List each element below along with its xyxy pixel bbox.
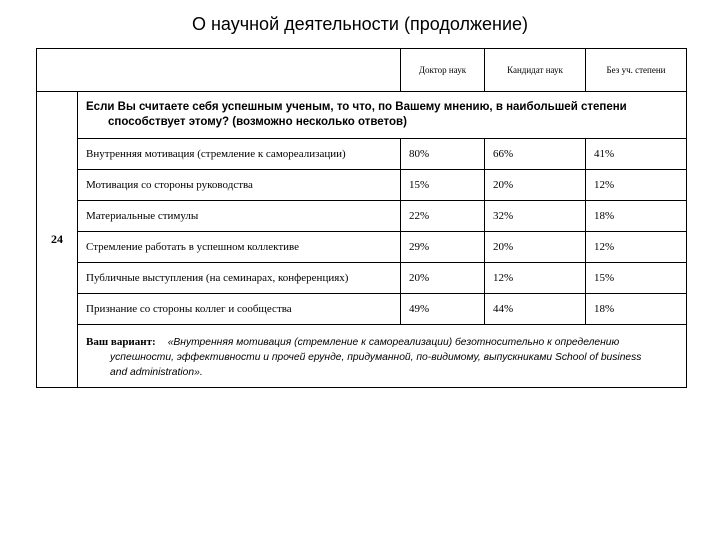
question-text-line1: Если Вы считаете себя успешным ученым, то что, по Вашему мнению, в наибольшей степени — [86, 101, 627, 113]
value-no-degree: 18% — [586, 294, 687, 325]
column-header-candidate: Кандидат наук — [485, 49, 586, 92]
row-label: Признание со стороны коллег и сообщества — [78, 294, 401, 325]
question-text-line2: способствует этому? (возможно несколько ответов) — [108, 116, 407, 128]
value-no-degree: 12% — [586, 232, 687, 263]
value-candidate: 32% — [485, 201, 586, 232]
value-doctor: 80% — [401, 139, 485, 170]
row-label: Стремление работать в успешном коллективе — [78, 232, 401, 263]
survey-table — [36, 48, 687, 388]
row-label: Материальные стимулы — [78, 201, 401, 232]
row-label: Мотивация со стороны руководства — [78, 170, 401, 201]
note-cell — [78, 325, 687, 388]
table-row — [37, 139, 687, 170]
note-label: Ваш вариант: — [86, 335, 156, 348]
column-header-doctor: Доктор наук — [401, 49, 485, 92]
table-row — [37, 232, 687, 263]
row-label: Публичные выступления (на семинарах, конференциях) — [78, 263, 401, 294]
value-doctor: 22% — [401, 201, 485, 232]
row-label: Внутренняя мотивация (стремление к самореализации) — [78, 139, 401, 170]
value-doctor: 20% — [401, 263, 485, 294]
header-blank-cell — [37, 49, 401, 92]
note-text-line3: and administration». — [110, 366, 203, 378]
question-text — [78, 92, 687, 139]
value-candidate: 20% — [485, 232, 586, 263]
question-row — [37, 92, 687, 139]
value-no-degree: 18% — [586, 201, 687, 232]
value-doctor: 49% — [401, 294, 485, 325]
value-doctor: 15% — [401, 170, 485, 201]
table-row — [37, 170, 687, 201]
column-header-no-degree: Без уч. степени — [586, 49, 687, 92]
value-doctor: 29% — [401, 232, 485, 263]
page-title: О научной деятельности (продолжение) — [191, 14, 529, 34]
value-no-degree: 41% — [586, 139, 687, 170]
header-row — [37, 49, 687, 92]
table-row — [37, 263, 687, 294]
note-text-line2: успешности, эффективности и прочей ерунде, придуманной, по-видимому, выпускниками School of business — [110, 351, 642, 363]
value-candidate: 66% — [485, 139, 586, 170]
value-no-degree: 15% — [586, 263, 687, 294]
note-text-line1: «Внутренняя мотивация (стремление к самореализации) безотносительно к определению — [167, 336, 620, 348]
question-number: 24 — [37, 92, 78, 388]
value-candidate: 12% — [485, 263, 586, 294]
value-no-degree: 12% — [586, 170, 687, 201]
table-row — [37, 294, 687, 325]
note-row — [37, 325, 687, 388]
value-candidate: 44% — [485, 294, 586, 325]
value-candidate: 20% — [485, 170, 586, 201]
table-row — [37, 201, 687, 232]
